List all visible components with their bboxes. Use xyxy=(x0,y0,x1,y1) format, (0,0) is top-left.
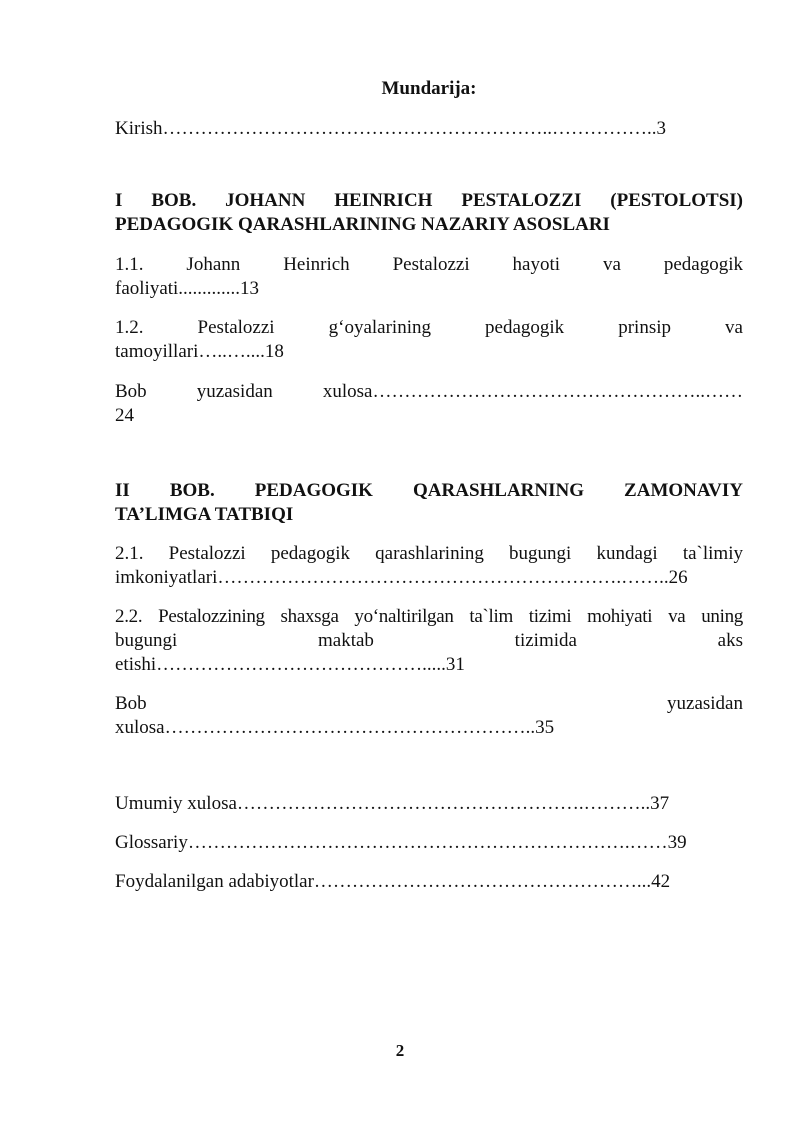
toc-entry-1-2-line-2: tamoyillari…..…....18 xyxy=(115,341,284,362)
toc-entry-2-1-line-2: imkoniyatlari……………………………………………………….……..26 xyxy=(115,567,688,588)
chapter-1-heading-line-2: PEDAGOGIK QARASHLARINING NAZARIY ASOSLARI xyxy=(115,214,610,235)
chapter-2-heading-line-2: TA’LIMGA TATBIQI xyxy=(115,504,294,525)
toc-entry-bob1-xulosa-line-2: 24 xyxy=(115,405,134,426)
toc-entry-glossariy: Glossariy…………………………………………………………….……39 xyxy=(115,832,687,853)
toc-entry-2-2-line-2: bugungi maktab tizimida aks xyxy=(115,630,743,651)
toc-entry-1-2-line-1: 1.2. Pestalozzi g‘oyalarining pedagogik prinsip va xyxy=(115,317,743,338)
toc-entry-2-1-line-1: 2.1. Pestalozzi pedagogik qarashlarining bugungi kundagi ta`limiy xyxy=(115,543,743,564)
toc-entry-foydalanilgan-adabiyotlar: Foydalanilgan adabiyotlar……………………………………………...42 xyxy=(115,871,671,892)
chapter-2-heading-line-1: II BOB. PEDAGOGIK QARASHLARNING ZAMONAVIY xyxy=(115,480,743,501)
toc-entry-2-2-line-1: 2.2. Pestalozzining shaxsga yo‘naltirilgan ta`lim tizimi mohiyati va uning xyxy=(115,606,743,627)
toc-entry-1-1-line-2: faoliyati.............13 xyxy=(115,278,260,299)
toc-entry-bob2-xulosa-line-1: Bob yuzasidan xyxy=(115,693,743,714)
toc-entry-bob1-xulosa-line-1: Bob yuzasidan xulosa……………………………………………..…… xyxy=(115,381,743,402)
toc-entry-bob2-xulosa-line-2: xulosa…………………………………………………..35 xyxy=(115,717,555,738)
toc-entry-kirish: Kirish……………………………………………………..……………..3 xyxy=(115,118,666,139)
page-title: Mundarija: xyxy=(381,78,477,99)
toc-entry-umumiy-xulosa: Umumiy xulosa……………………………………………….………..37 xyxy=(115,793,670,814)
chapter-1-heading-line-1: I BOB. JOHANN HEINRICH PESTALOZZI (PESTOLOTSI) xyxy=(115,190,743,211)
toc-entry-2-2-line-3: etishi…………………………………….....31 xyxy=(115,654,465,675)
toc-entry-1-1-line-1: 1.1. Johann Heinrich Pestalozzi hayoti va pedagogik xyxy=(115,254,743,275)
page-number: 2 xyxy=(395,1041,405,1060)
